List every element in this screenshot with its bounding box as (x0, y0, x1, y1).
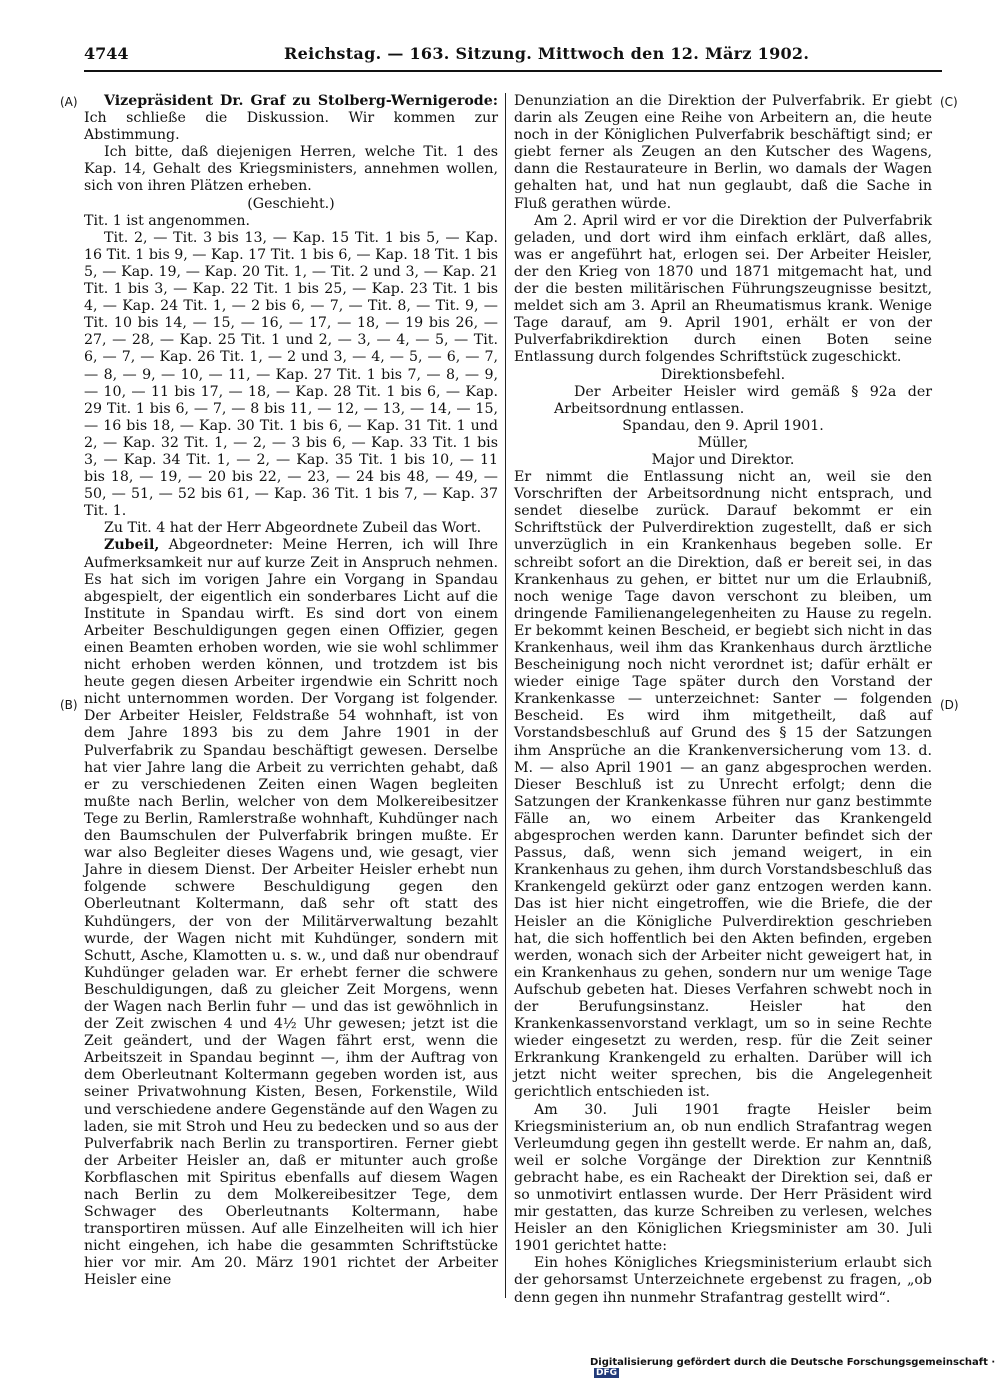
digitization-credit (590, 1357, 1000, 1379)
paragraph: Tit. 1 ist angenommen. (84, 212, 250, 229)
margin-marker-d: (D) (940, 698, 959, 712)
document-signature: Müller, (697, 434, 749, 451)
running-title: Reichstag. — 163. Sitzung. Mittwoch den 12. März 1902. (284, 44, 810, 63)
paragraph-text: Abgeordneter: Meine Herren, ich will Ihre Aufmerksamkeit nur auf kurze Zeit in Anspruch nehmen. Es hat sich im vorigen Jahre ein Vorgang in Spandau abgespielt, der eigentlich ein sonderbares Licht auf die Institute in Spandau wirft. Es sind dort von einem Arbeiter Beschuldigungen gegen einen Offizier, gegen einen Beamten erhoben worden, wie sie wohl schlimmer nicht erhoben werden können, und trotzdem ist bis heute gegen diesen Arbeiter irgendwie ein Schritt noch nicht unternommen worden. Der Vorgang ist folgender. Der Arbeiter Heisler, Feldstraße 54 wohnhaft, ist von dem Jahre 1893 bis zu dem Jahre 1901 in der Pulverfabrik zu Spandau beschäftigt gewesen. Derselbe hat vier Jahre lang die Arbeit zu verrichten gehabt, daß er zu verschiedenen Zeiten einen Wagen begleiten mußte nach Berlin, welcher von dem Molkereibesitzer Tege zu Berlin, Ramlerstraße wohnhaft, Kuhdünger nach den Baumschulen der Pulverfabrik bringen mußte. Er war also Begleiter dieses Wagens und, wie gesagt, vier Jahre in diesem Dienst. Der Arbeiter Heisler erhebt nun folgende schwere Beschuldigung gegen den Oberleutnant Koltermann, daß sehr oft statt des Kuhdüngers, der von der Militärverwaltung bezahlt wurde, der Wagen nicht mit Kuhdünger, sondern mit Schutt, Asche, Klamotten u. s. w., und daß nur obendrauf Kuhdünger geladen war. Er erhebt ferner die schwere Beschuldigungen, daß zu gleicher Zeit Morgens, wenn der Wagen nach Berlin fuhr — und das ist gewöhnlich in der Zeit zwischen 4 und 4½ Uhr gewesen; jetzt ist die Zeit geändert, und der Wagen fährt erst, wenn die Arbeitszeit in Spandau beginnt —, ihm der Auftrag von dem Oberleutnant Koltermann gegeben worden ist, aus seiner Privatwohnung Kisten, Besen, Forkenstile, Wild und verschiedene andere Gegenstände auf den Wagen zu laden, sie mit Stroh und Heu zu bedecken und so aus der Pulverfabrik nach Berlin zu transportiren. Ferner giebt der Arbeiter Heisler an, daß er mitunter auch große Korbflaschen mit Spiritus ebenfalls auf diesem Wagen nach Berlin zu dem Molkereibesitzer Tege, dem Schwager des Oberleutnants Koltermann, habe transportiren müssen. Auf alle Einzelheiten will ich hier nicht eingehen, ich habe die gesammten Schriftstücke hier vor mir. Am 20. März 1901 richtet der Arbeiter Heisler eine (84, 537, 498, 1289)
paragraph: Zu Tit. 4 hat der Herr Abgeordnete Zubeil das Wort. (104, 520, 482, 537)
document-text: Der Arbeiter Heisler wird gemäß § 92a der Arbeitsordnung entlassen. (554, 383, 932, 417)
speaker-name: Vizepräsident Dr. Graf zu Stolberg-Wernigerode: (104, 93, 498, 109)
stage-direction: (Geschieht.) (247, 195, 335, 212)
margin-marker-a: (A) (60, 95, 78, 109)
paragraph (84, 537, 498, 1289)
paragraph: Er nimmt die Entlassung nicht an, weil sie den Vorschriften der Arbeitsordnung nicht entsprach, und sendet dieselbe zurück. Darauf bekommt er ein Schriftstück der Pulverdirektion zugestellt, daß er sich unverzüglich in ein Krankenhaus begeben solle. Er schreibt sofort an die Direktion, daß er bereit sei, in das Krankenhaus zu gehen, er bittet nur um die Erlaubniß, noch wenige Tage davon verschont zu bleiben, um dringende Familienangelegenheiten zu Hause zu regeln. Er bekommt keinen Bescheid, er begiebt sich nicht in das Krankenhaus, weil ihm das Krankenhaus durch ärztliche Bescheinigung noch nicht verordnet ist; dafür erhält er wieder einige Tage später durch den Vorstand der Krankenkasse — unterzeichnet: Santer — folgenden Bescheid. Es wird ihm mitgetheilt, daß auf Vorstandsbeschluß auf Grund des § 15 der Satzungen ihm Ansprüche an die Krankenversicherung vom 13. d. M. — also April 1901 — an ganz abgesprochen werden. Dieser Beschluß ist zu Unrecht erfolgt; denn die Satzungen der Krankenkasse führen nur ganz bestimmte Fälle an, wo einem Arbeiter das Krankengeld abgesprochen werden kann. Darunter befindet sich der Passus, daß, wenn sich jemand weigert, in ein Krankenhaus zu gehen, ihm durch Vorstandsbeschluß das Krankengeld gekürzt oder ganz entzogen werden kann. Das ist hier nicht eingetroffen, wie die Briefe, die der Heisler an die Königliche Pulverdirektion geschrieben hat, die sich hoffentlich bei den Akten befinden, ergeben werden, wonach sich der Arbeiter nicht geweigert hat, in ein Krankenhaus zu gehen, sondern nur um wenige Tage Aufschub gebeten hat. Dieses Verfahren schwebt noch in der Berufungsinstanz. Heisler hat den Krankenkassenvorstand verklagt, um so in seine Rechte wieder eingesetzt zu werden, resp. für die Zeit seiner Erkrankung Krankengeld zu erhalten. Darüber will ich jetzt nicht weiter sprechen, bis die Angelegenheit gerichtlich entschieden ist. (514, 469, 932, 1101)
paragraph (84, 93, 498, 144)
document-signature-title: Major und Direktor. (651, 451, 795, 468)
credit-text: Digitalisierung gefördert durch die Deutsche Forschungsgemeinschaft · (590, 1357, 996, 1368)
document-title: Direktionsbefehl. (660, 366, 786, 383)
paragraph-text: Ich schließe die Diskussion. Wir kommen zur Abstimmung. (84, 110, 498, 144)
header-rule (84, 70, 942, 72)
left-column (84, 93, 498, 1290)
paragraph: Am 2. April wird er vor die Direktion der Pulverfabrik geladen, und dort wird ihm einfach erklärt, daß alles, was er angeführt hat, erlogen sei. Der Arbeiter Heisler, der den Krieg von 1870 und 1871 mitgemacht hat, und der die besten militärischen Führungszeugnisse besitzt, meldet sich am 3. April an Rheumatismus krank. Wenige Tage darauf, am 9. April 1901, erhält er von der Pulverfabrikdirektion durch einen Boten seine Entlassung durch folgendes Schriftstück zugeschickt. (514, 212, 932, 366)
document-date: Spandau, den 9. April 1901. (622, 417, 824, 434)
margin-marker-c: (C) (940, 95, 958, 109)
margin-marker-b: (B) (60, 698, 78, 712)
paragraph: Tit. 2, — Tit. 3 bis 13, — Kap. 15 Tit. 1 bis 5, — Kap. 16 Tit. 1 bis 9, — Kap. 17 Tit. 1 bis 6, — Kap. 18 Tit. 1 bis 5, — Kap. 19, — Kap. 20 Tit. 1, — Tit. 2 und 3, — Kap. 21 Tit. 1 bis 3, — Kap. 22 Tit. 1 bis 25, — Kap. 23 Tit. 1 bis 4, — Kap. 24 Tit. 1, — 2 bis 6, — 7, — Tit. 8, — Tit. 9, — Tit. 10 bis 14, — 15, — 16, — 17, — 18, — 19 bis 26, — 27, — 28, — Kap. 25 Tit. 1 und 2, — 3, — 4, — 5, — Tit. 6, — 7, — Kap. 26 Tit. 1, — 2 und 3, — 4, — 5, — 6, — 7, — 8, — 9, — 10, — 11, — Kap. 27 Tit. 1 bis 7, — 8, — 9, — 10, — 11 bis 17, — 18, — Kap. 28 Tit. 1 bis 6, — Kap. 29 Tit. 1 bis 6, — 7, — 8 bis 11, — 12, — 13, — 14, — 15, — 16 bis 18, — Kap. 30 Tit. 1 bis 6, — Kap. 31 Tit. 1 und 2, — Kap. 32 Tit. 1, — 2, — 3 bis 6, — Kap. 33 Tit. 1 bis 3, — Kap. 34 Tit. 1, — 2, — Kap. 35 Tit. 1 bis 10, — 11 bis 18, — 19, — 20 bis 22, — 23, — 24 bis 48, — 49, — 50, — 51, — 52 bis 61, — Kap. 36 Tit. 1 bis 7, — Kap. 37 Tit. 1. (84, 229, 498, 520)
quoted-letter: Ein hohes Königliches Kriegsministerium erlaubt sich der gehorsamst Unterzeichnete ergebenst zu fragen, „ob denn gegen ihn nunmehr Strafantrag gestellt wird“. (514, 1255, 932, 1306)
paragraph: Ich bitte, daß diejenigen Herren, welche Tit. 1 des Kap. 14, Gehalt des Kriegsministers, annehmen wollen, sich von ihren Plätzen erheben. (84, 144, 498, 195)
page-header (84, 44, 942, 68)
page-number: 4744 (84, 44, 129, 63)
paragraph: Am 30. Juli 1901 fragte Heisler beim Kriegsministerium an, ob nun endlich Strafantrag wegen Verleumdung gegen ihn gestellt werde. Er nahm an, daß, weil er solche Vorgänge der Direktion zur Kenntniß gebracht habe, es ein Racheakt der Direktion sei, daß er so unmotivirt entlassen wurde. Der Herr Präsident wird mir gestatten, das kurze Schreiben zu verlesen, welches Heisler an den Königlichen Kriegsminister am 30. Juli 1901 gerichtet hatte: (514, 1101, 932, 1255)
speaker-name: Zubeil, (104, 537, 160, 554)
right-column (514, 93, 932, 1307)
column-divider (505, 93, 506, 1298)
paragraph: Denunziation an die Direktion der Pulverfabrik. Er giebt darin als Zeugen eine Reihe von Arbeitern an, die heute noch in der Königlichen Pulverfabrik beschäftigt sind; er giebt ferner als Zeugen an den Kutscher des Wagens, dann die Restaurateure in Berlin, wo damals der Wagen gehalten hat, und hat nun geglaubt, daß die Sache in Fluß gerathen würde. (514, 93, 932, 212)
dfg-logo: DFG (596, 1368, 618, 1378)
